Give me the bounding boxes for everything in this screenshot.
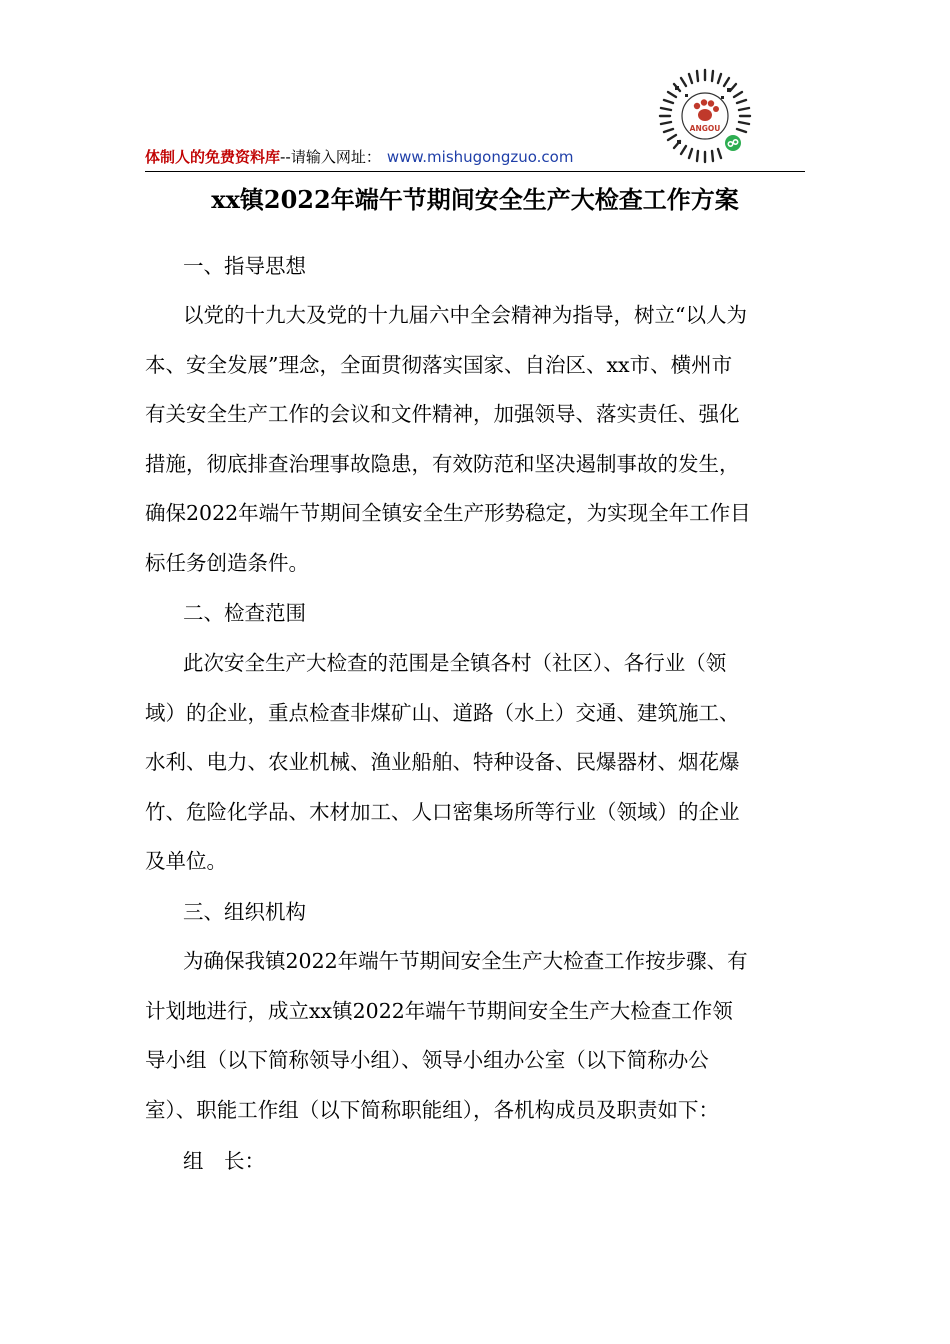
paragraph-line: 确保2022年端午节期间全镇安全生产形势稳定，为实现全年工作目 — [145, 501, 751, 525]
paragraph-line: 及单位。 — [145, 849, 227, 873]
paragraph-line: 室）、职能工作组（以下简称职能组），各机构成员及职责如下： — [145, 1097, 719, 1122]
paragraph-line: 竹、危险化学品、木材加工、人口密集场所等行业（领域）的企业 — [145, 799, 740, 824]
section-heading-text: 一、指导思想 — [183, 254, 306, 278]
paragraph-line: 水利、电力、农业机械、渔业船舶、特种设备、民爆器材、烟花爆 — [145, 750, 740, 774]
paragraph-line: 措施，彻底排查治理事故隐患，有效防范和坚决遏制事故的发生， — [145, 451, 740, 476]
section-heading-text: 二、检查范围 — [183, 601, 306, 625]
paragraph-line: 为确保我镇2022年端午节期间安全生产大检查工作按步骤、有 — [183, 949, 748, 973]
paragraph-line: 本、安全发展”理念，全面贯彻落实国家、自治区、xx市、横州市 — [145, 352, 733, 377]
paragraph-line: 此次安全生产大检查的范围是全镇各村（社区）、各行业（领 — [183, 651, 727, 675]
paragraph-inspection-scope — [145, 639, 805, 887]
section-heading — [145, 242, 805, 292]
qr-logo-label: ANGOU — [689, 124, 721, 133]
section-heading-text: 三、组织机构 — [183, 900, 306, 924]
qr-code-icon[interactable] — [655, 66, 755, 166]
header-url-link[interactable]: www.mishugongzuo.com — [386, 148, 574, 166]
document-title: xx镇2022年端午节期间安全生产大检查工作方案 — [211, 185, 739, 214]
section-heading — [145, 589, 805, 639]
header-brand: 体制人的免费资料库 — [145, 148, 281, 166]
paragraph-organization — [145, 937, 805, 1135]
paragraph-line: 计划地进行，成立xx镇2022年端午节期间安全生产大检查工作领 — [145, 998, 733, 1023]
paragraph-guiding-thought — [145, 291, 805, 588]
paragraph-line: 域）的企业，重点检查非煤矿山、道路（水上）交通、建筑施工、 — [145, 700, 740, 725]
header-divider — [145, 171, 805, 172]
section-heading-text: 组 长： — [183, 1149, 265, 1173]
section-heading — [145, 888, 805, 938]
paragraph-line: 导小组（以下简称领导小组）、领导小组办公室（以下简称办公 — [145, 1048, 709, 1072]
paragraph-line: 标任务创造条件。 — [145, 550, 309, 575]
section-heading — [145, 1137, 805, 1187]
paragraph-line: 有关安全生产工作的会议和文件精神，加强领导、落实责任、强化 — [145, 402, 740, 426]
header-prompt: --请输入网址： — [280, 148, 381, 166]
paragraph-line: 以党的十九大及党的十九届六中全会精神为指导，树立“以人为 — [183, 303, 747, 327]
